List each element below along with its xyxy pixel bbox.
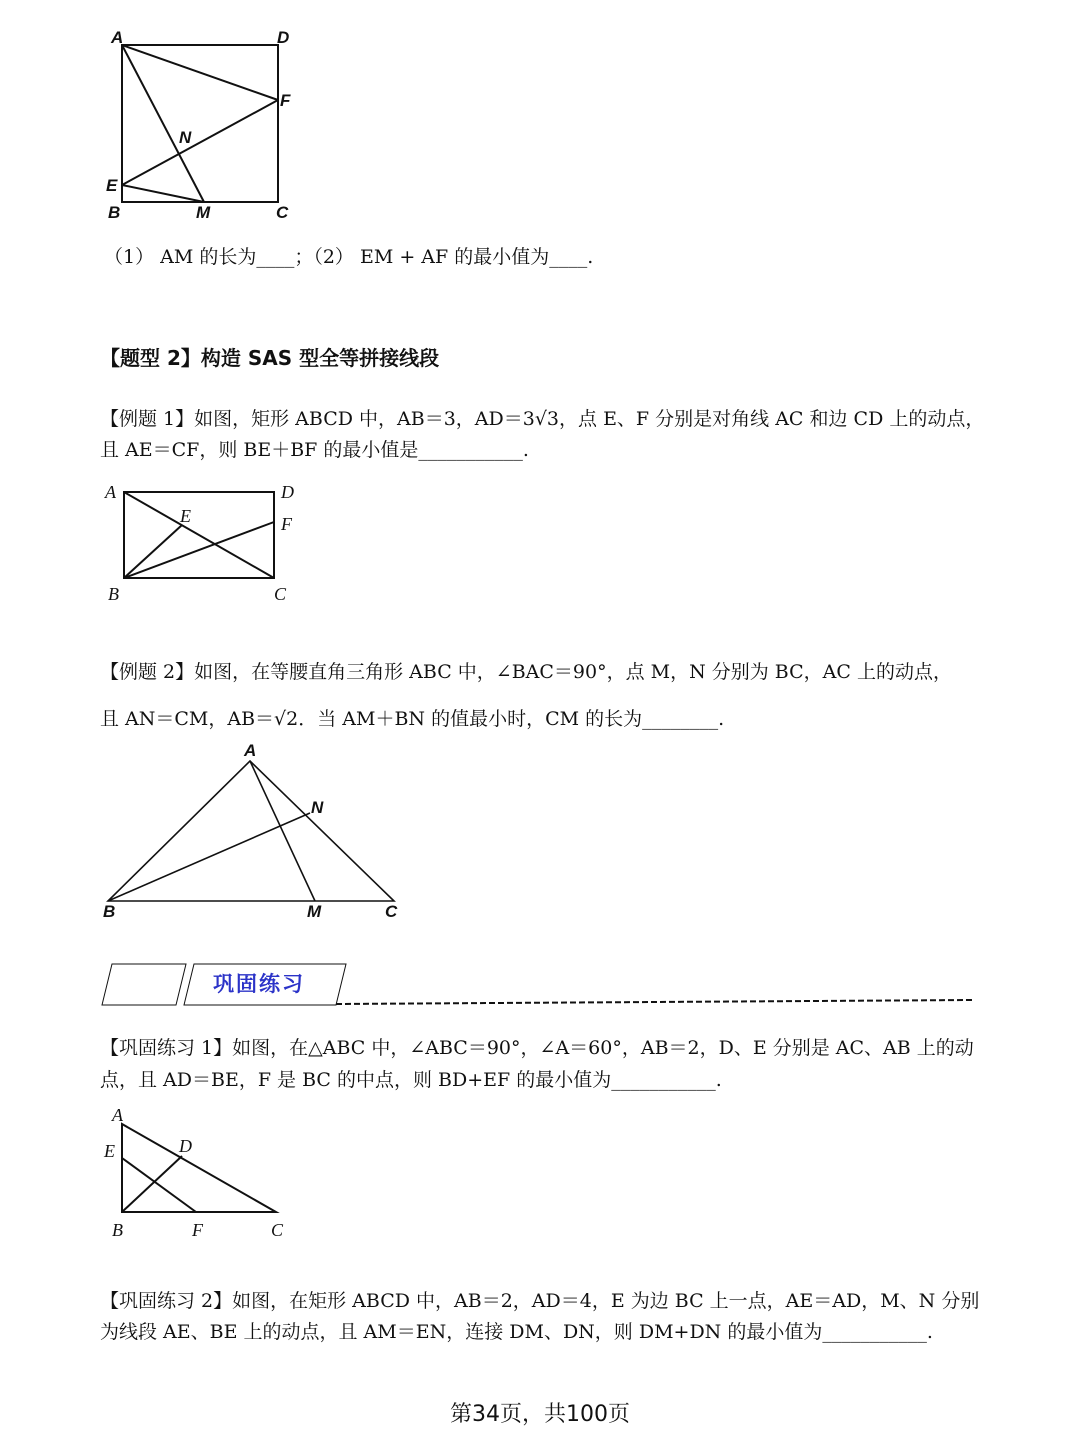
section-title-type2: 【题型 2】构造 SAS 型全等拼接线段 [100, 346, 440, 370]
ex1-label-d: D [281, 482, 294, 502]
fig0-label-n: N [179, 128, 192, 147]
example2-line2: 且 AN＝CM，AB＝√2．当 AM＋BN 的值最小时，CM 的长为________. [100, 708, 725, 730]
fig0-label-c: C [276, 203, 289, 222]
figure-square-amef [100, 25, 310, 225]
ex2-label-m: M [307, 902, 322, 921]
fig0-question: （1） AM 的长为____；（2） EM + AF 的最小值为____. [104, 246, 594, 268]
ex1-label-e: E [180, 506, 191, 526]
practice2-line1: 【巩固练习 2】如图，在矩形 ABCD 中，AB＝2，AD＝4，E 为边 BC 上一点，AE＝AD，M、N 分别 [100, 1290, 980, 1312]
figure-right-triangle-abc [100, 1110, 300, 1220]
p1-label-c: C [271, 1220, 284, 1240]
example1-line2: 且 AE＝CF，则 BE＋BF 的最小值是___________. [100, 439, 529, 461]
fig0-label-b: B [108, 203, 121, 222]
p1-label-f: F [192, 1220, 203, 1240]
practice1-line2: 点，且 AD＝BE，F 是 BC 的中点，则 BD+EF 的最小值为___________. [100, 1069, 722, 1091]
ex2-label-c: C [385, 902, 398, 921]
practice2-line2: 为线段 AE、BE 上的动点，且 AM＝EN，连接 DM、DN，则 DM+DN 的最小值为___________. [100, 1321, 933, 1343]
p1-label-e: E [104, 1141, 115, 1161]
ex1-label-b: B [108, 584, 119, 604]
p1-label-b: B [112, 1220, 123, 1240]
p1-label-a: A [112, 1105, 123, 1125]
ex2-label-a: A [244, 741, 257, 760]
fig0-label-m: M [196, 203, 211, 222]
fig0-label-a: A [111, 28, 124, 47]
example2-line1: 【例题 2】如图，在等腰直角三角形 ABC 中，∠BAC＝90°，点 M，N 分别为 BC，AC 上的动点， [100, 661, 952, 683]
ex2-label-n: N [311, 798, 324, 817]
fig0-label-f: F [280, 91, 291, 110]
practice1-line1: 【巩固练习 1】如图，在△ABC 中，∠ABC＝90°，∠A＝60°，AB＝2，D、E 分别是 AC、AB 上的动 [100, 1037, 974, 1059]
fig0-label-e: E [106, 176, 118, 195]
page-number-footer: 第34页，共100页 [450, 1402, 630, 1427]
figure-triangle-abc-isosceles [100, 745, 410, 915]
ex2-label-b: B [103, 902, 116, 921]
fig0-label-d: D [277, 28, 290, 47]
banner-consolidate-label: 巩固练习 [213, 972, 305, 996]
example1-line1: 【例题 1】如图，矩形 ABCD 中，AB＝3，AD＝3√3，点 E、F 分别是对角线 AC 和边 CD 上的动点， [100, 408, 985, 430]
ex1-label-c: C [274, 584, 287, 604]
ex1-label-a: A [105, 482, 116, 502]
p1-label-d: D [179, 1136, 192, 1156]
ex1-label-f: F [281, 514, 292, 534]
